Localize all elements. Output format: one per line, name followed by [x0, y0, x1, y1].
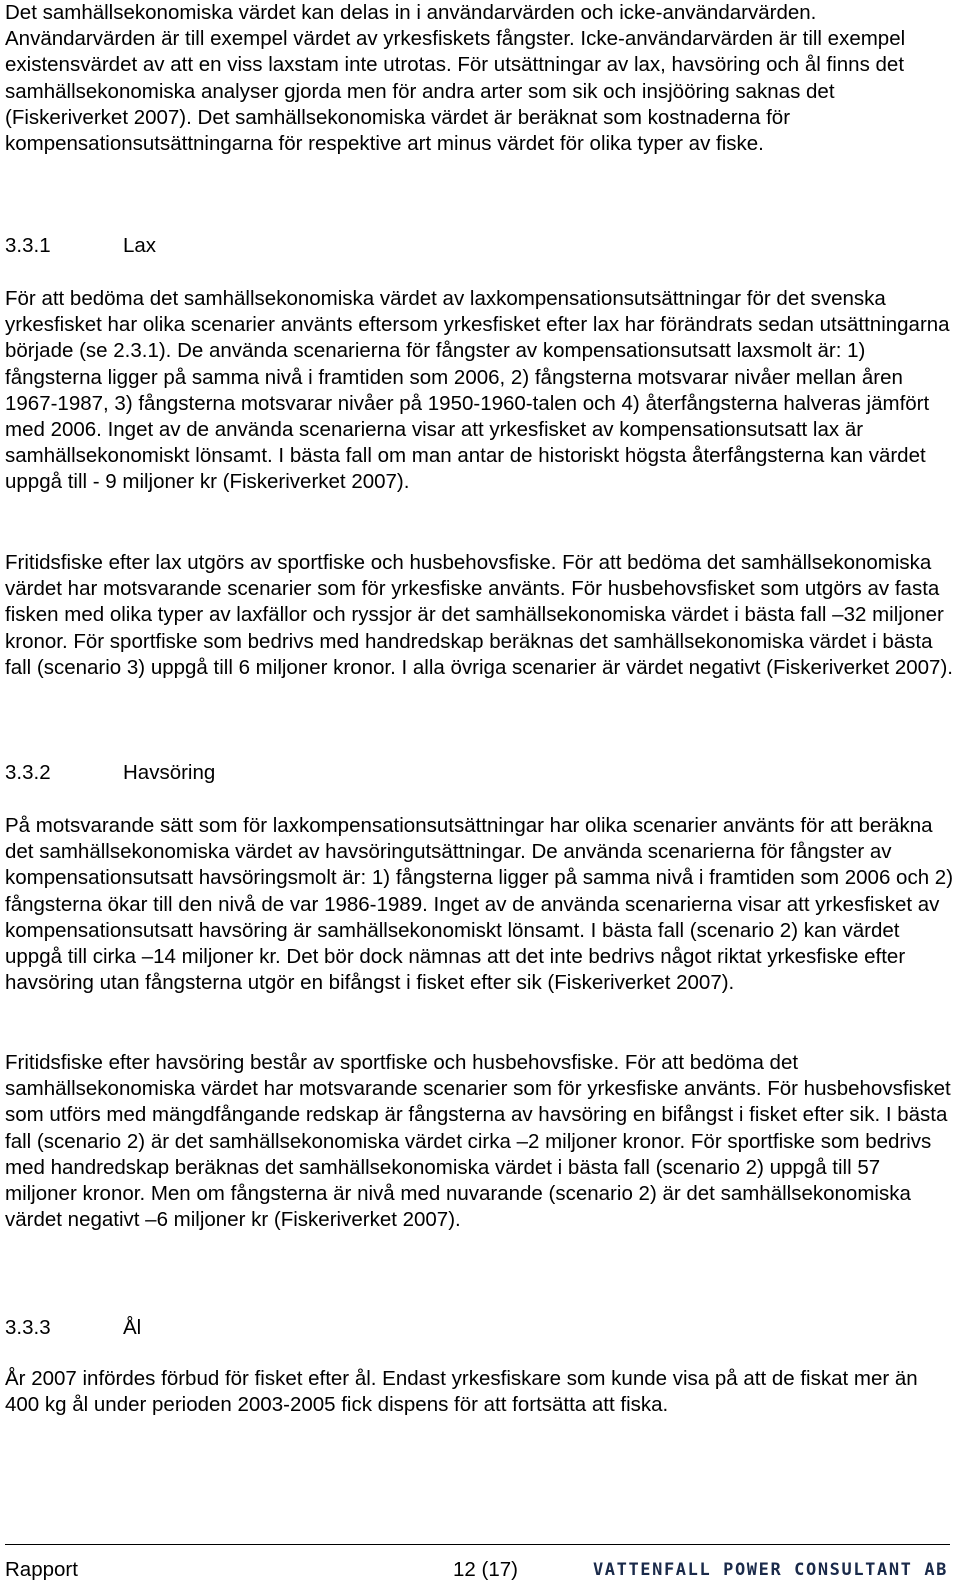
section-heading-havsoring [5, 760, 215, 786]
paragraph-havsoring-fritidsfiske: Fritidsfiske efter havsöring består av sportfiske och husbehovsfiske. För att bedöma det samhällsekonomiska värdet har motsvarande scenarier som för yrkesfiske använts. För husbehovsfisket som utförs med mängdfångande redskap är fångsterna av havsöring en bifångst i fisket efter sik. I bästa fall (scenario 2) är det samhällsekonomiska värdet cirka –2 miljoner kronor. För sportfiske som bedrivs med handredskap beräknas det samhällsekonomiska värdet i bästa fall (scenario 2) uppgå till 57 miljoner kronor. Men om fångsterna är nivå med nuvarande (scenario 2) är det samhällsekonomiska värdet negativt –6 miljoner kr (Fiskeriverket 2007). [5, 1051, 951, 1232]
paragraph-lax-yrkesfiske: För att bedöma det samhällsekonomiska värdet av laxkompensationsutsättningar för det svenska yrkesfisket har olika scenarier använts eftersom yrkesfisket efter lax har förändrats sedan utsättningarna började (se 2.3.1). De använda scenarierna för fångster av kompensationsutsatt laxsmolt är: 1) fångsterna ligger på samma nivå i framtiden som 2006, 2) fångsterna motsvarar nivåer mellan åren 1967-1987, 3) fångsterna motsvarar nivåer på 1950-1960-talen och 4) återfångsterna halveras jämfört med 2006. Inget av de använda scenarierna visar att yrkesfisket av kompensationsutsatt lax är samhällsekonomiskt lönsamt. I bästa fall om man antar de historiskt högsta återfångsterna kan värdet uppgå till - 9 miljoner kr (Fiskeriverket 2007). [5, 287, 950, 494]
paragraph-intro: Det samhällsekonomiska värdet kan delas in i användarvärden och icke-användarvärden. Användarvärden är till exempel värdet av yrkesfiskets fångster. Icke-användarvärden är till exempel existensvärdet av att en viss laxstam inte utrotas. För utsättningar av lax, havsöring och ål finns det samhällsekonomiska analyser gjorda men för andra arter som sik och insjööring saknas det (Fiskeriverket 2007). Det samhällsekonomiska värdet är beräknat som kostnaderna för kompensationsutsättningarna för respektive art minus värdet för olika typer av fiske. [5, 1, 906, 156]
paragraph-al: År 2007 infördes förbud för fisket efter ål. Endast yrkesfiskare som kunde visa på att de fiskat mer än 400 kg ål under perioden 2003-2005 fick dispens för att fortsätta att fiska. [5, 1367, 918, 1417]
paragraph-havsoring-yrkesfiske: På motsvarande sätt som för laxkompensationsutsättningar har olika scenarier använts för att beräkna det samhällsekonomiska värdet av havsöringutsättningar. De använda scenarierna för fångster av kompensationsutsatt havsöringsmolt är: 1) fångsterna ligger på samma nivå i framtiden som 2006 och 2) fångsterna ökar till den nivå de var 1986-1989. Inget av de använda scenarierna visar att yrkesfisket av kompensationsutsatt havsöring är samhällsekonomiskt lönsamt. I bästa fall (scenario 2) kan värdet uppgå till cirka –14 miljoner kr. Det bör dock nämnas att det inte bedrivs något riktat yrkesfiske efter havsöring utan fångsterna utgör en bifångst i fisket efter sik (Fiskeriverket 2007). [5, 814, 954, 995]
section-number: 3.3.3 [5, 1316, 51, 1339]
section-heading-lax [5, 233, 156, 259]
company-logo-text: VATTENFALL POWER CONSULTANT AB [592, 1560, 948, 1580]
page-number: 12 (17) [453, 1558, 518, 1581]
section-number: 3.3.2 [5, 761, 51, 784]
footer-divider [5, 1544, 950, 1545]
section-title: Ål [123, 1316, 142, 1339]
paragraph-lax-fritidsfiske: Fritidsfiske efter lax utgörs av sportfiske och husbehovsfiske. För att bedöma det samhällsekonomiska värdet har motsvarande scenarier som för yrkesfiske använts. För husbehovsfisket som utgörs av fasta fisken med olika typer av laxfällor och ryssjor är det samhällsekonomiska värdet i bästa fall –32 miljoner kronor. För sportfiske som bedrivs med handredskap beräknas det samhällsekonomiska värdet i bästa fall (scenario 3) uppgå till 6 miljoner kronor. I alla övriga scenarier är värdet negativt (Fiskeriverket 2007). [5, 551, 953, 679]
section-heading-al [5, 1315, 141, 1341]
section-title: Havsöring [123, 761, 216, 784]
section-title: Lax [123, 234, 157, 257]
section-number: 3.3.1 [5, 234, 51, 257]
footer-report-label: Rapport [5, 1558, 78, 1581]
